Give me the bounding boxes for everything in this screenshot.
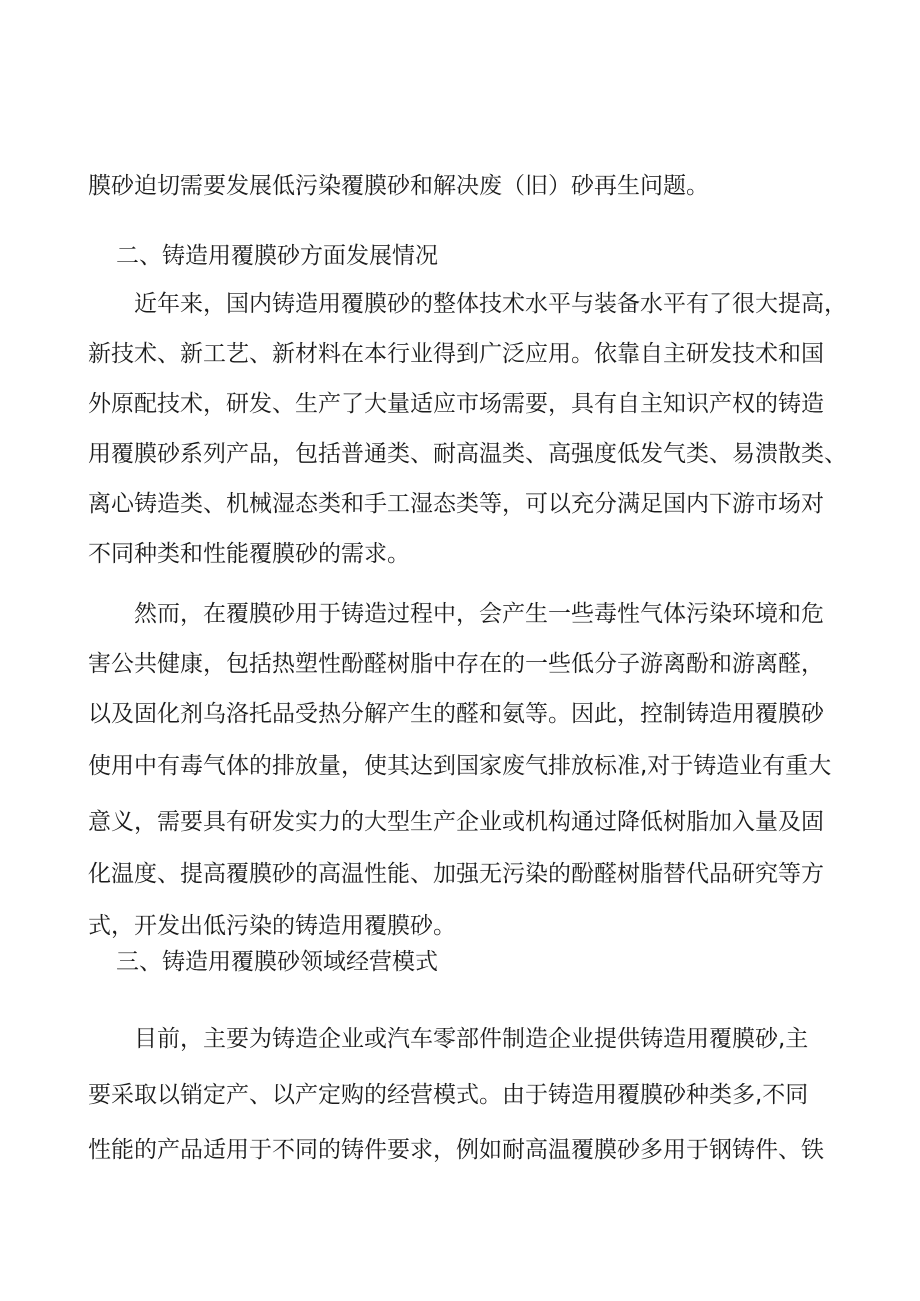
paragraph-business-line: 性能的产品适用于不同的铸件要求，例如耐高温覆膜砂多用于钢铸件、铁 <box>88 1137 824 1163</box>
paragraph-business-line: 要采取以销定产、以产定购的经营模式。由于铸造用覆膜砂种类多,不同 <box>88 1082 809 1108</box>
paragraph-pollution-line: 意义，需要具有研发实力的大型生产企业或机构通过降低树脂加入量及固 <box>88 809 824 835</box>
paragraph-development-line: 近年来，国内铸造用覆膜砂的整体技术水平与装备水平有了很大提高， <box>134 291 847 317</box>
paragraph-pollution-line: 式，开发出低污染的铸造用覆膜砂。 <box>88 913 456 939</box>
paragraph-development-line: 外原配技术，研发、生产了大量适应市场需要，具有自主知识产权的铸造 <box>88 391 824 417</box>
paragraph-intro: 膜砂迫切需要发展低污染覆膜砂和解决废（旧）砂再生问题。 <box>88 173 709 199</box>
section-heading-development: 二、铸造用覆膜砂方面发展情况 <box>116 243 438 269</box>
paragraph-pollution-line: 害公共健康，包括热塑性酚醛树脂中存在的一些低分子游离酚和游离醛， <box>88 651 824 677</box>
paragraph-pollution-line: 然而，在覆膜砂用于铸造过程中，会产生一些毒性气体污染环境和危 <box>134 601 824 627</box>
section-heading-business-model: 三、铸造用覆膜砂领域经营模式 <box>116 949 438 975</box>
paragraph-pollution-line: 化温度、提高覆膜砂的高温性能、加强无污染的酚醛树脂替代品研究等方 <box>88 861 824 887</box>
paragraph-pollution-line: 以及固化剂乌洛托品受热分解产生的醛和氨等。因此，控制铸造用覆膜砂 <box>88 701 824 727</box>
paragraph-pollution-line: 使用中有毒气体的排放量，使其达到国家废气排放标准,对于铸造业有重大 <box>88 753 832 779</box>
paragraph-development-line: 用覆膜砂系列产品，包括普通类、耐高温类、高强度低发气类、易溃散类、 <box>88 441 847 467</box>
paragraph-development-line: 新技术、新工艺、新材料在本行业得到广泛应用。依靠自主研发技术和国 <box>88 341 824 367</box>
paragraph-business-line: 目前，主要为铸造企业或汽车零部件制造企业提供铸造用覆膜砂,主 <box>134 1026 809 1052</box>
paragraph-development-line: 不同种类和性能覆膜砂的需求。 <box>88 541 410 567</box>
paragraph-development-line: 离心铸造类、机械湿态类和手工湿态类等，可以充分满足国内下游市场对 <box>88 491 824 517</box>
